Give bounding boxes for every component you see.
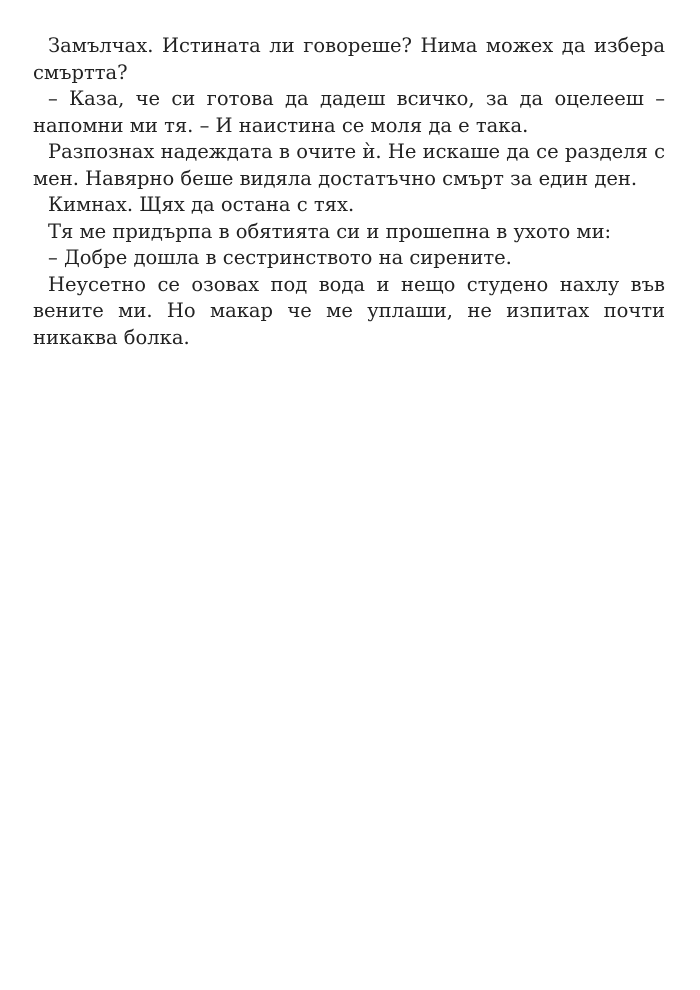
paragraph-1: Замълчах. Истината ли говореше? Нима можех да избера смъртта? (33, 34, 665, 84)
page-text (33, 33, 665, 351)
paragraph-5: Тя ме придърпа в обятията си и прошепна в ухото ми: (48, 219, 612, 243)
paragraph-7: Неусетно се озовах под вода и нещо студено нахлу във вените ми. Но макар че ме уплаши, не изпитах почти никаква болка. (33, 272, 665, 349)
paragraph-4: Кимнах. Щях да остана с тях. (48, 193, 355, 216)
paragraph-3: Разпознах надеждата в очите ѝ. Не искаше да се разделя с мен. Навярно беше видяла достатъчно смърт за един ден. (33, 140, 665, 190)
paragraph-6: – Добре дошла в сестринството на сирените. (48, 246, 512, 269)
paragraph-2: – Каза, че си готова да дадеш всичко, за да оцелееш – напомни ми тя. – И наистина се моля да е така. (33, 87, 665, 137)
